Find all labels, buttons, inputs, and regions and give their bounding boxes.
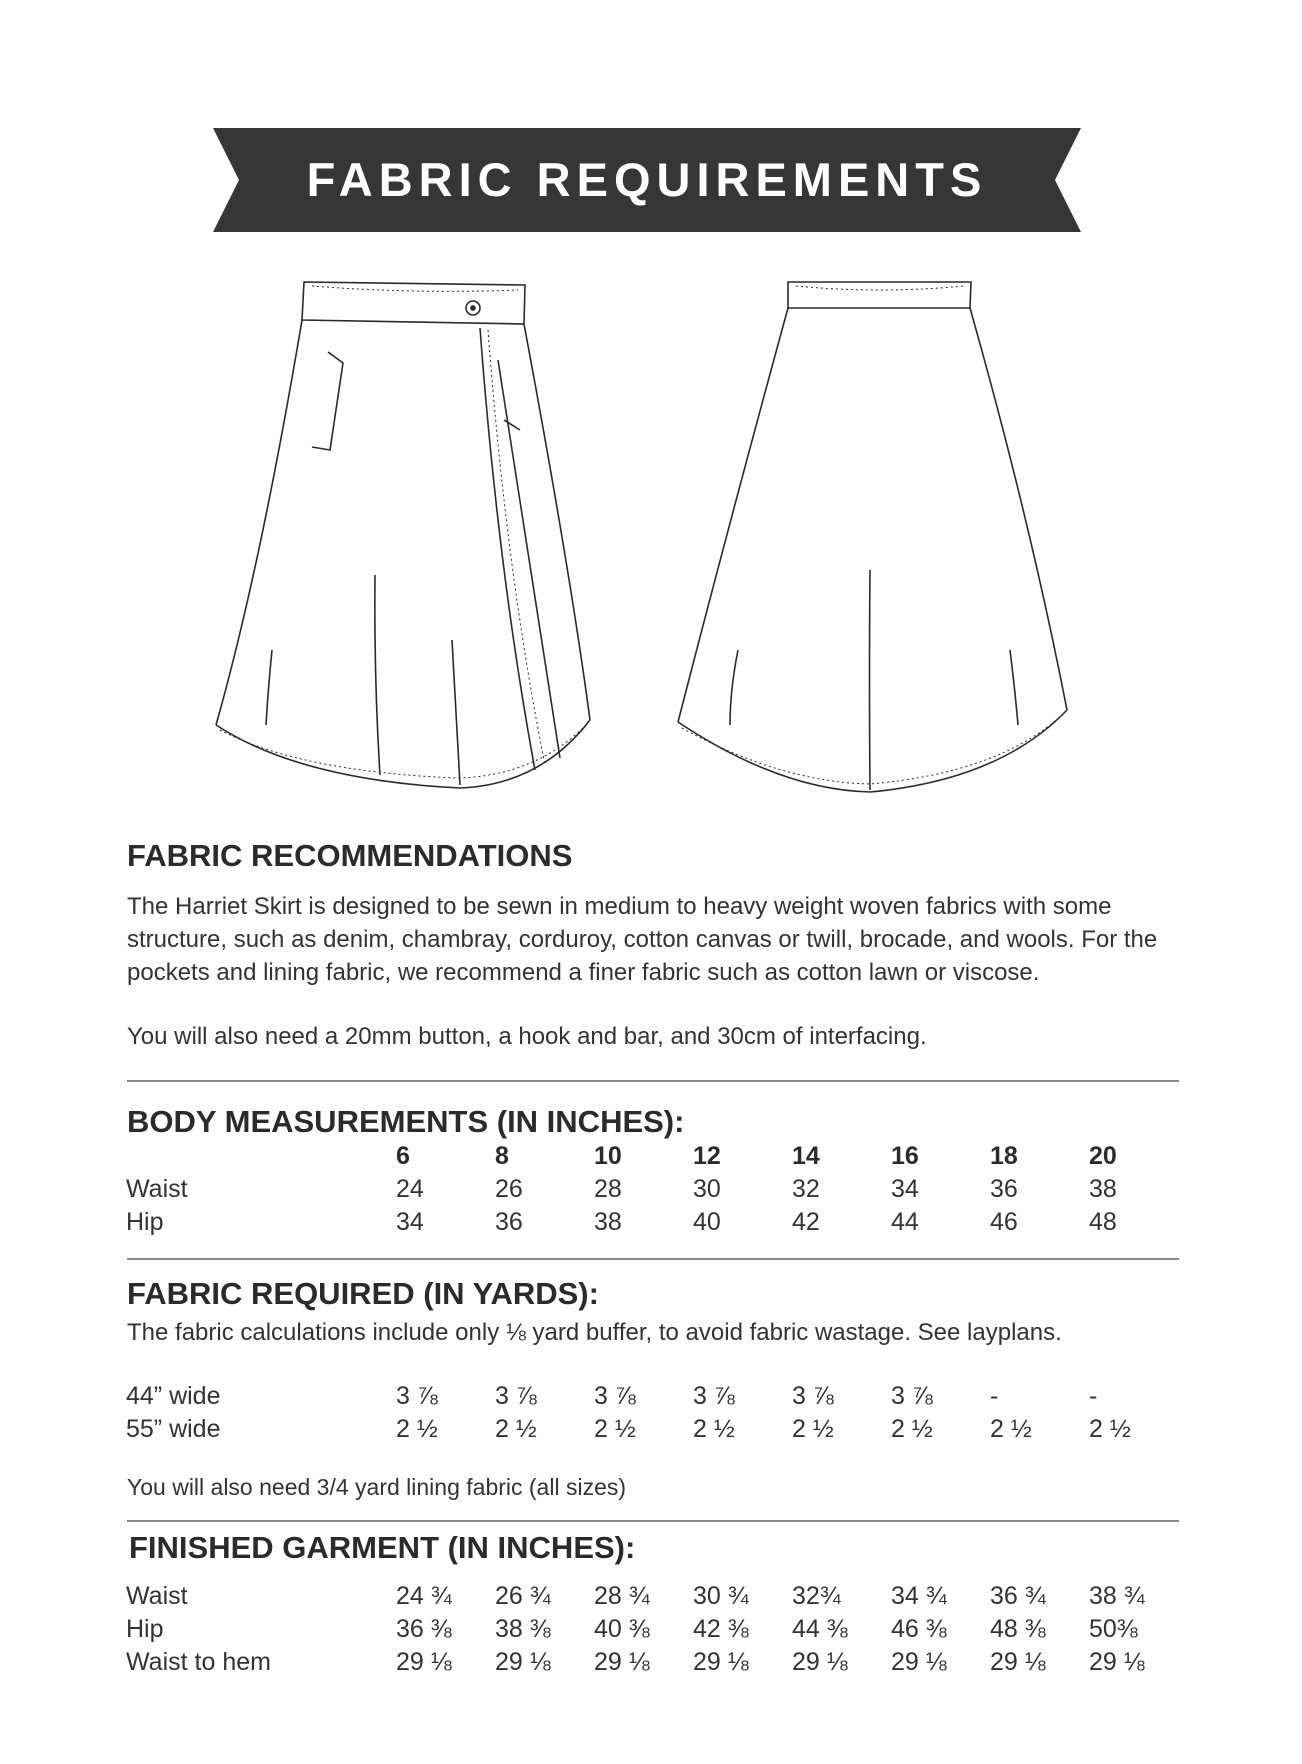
cell-value: 3 ⅞	[594, 1382, 636, 1410]
fabric-recommendations-text: The Harriet Skirt is designed to be sewn in medium to heavy weight woven fabrics with some structure, such as denim, chambray, corduroy, cotton canvas or twill, brocade, and wools. For the pockets and lining fabric, we recommend a finer fabric such as cotton lawn or viscose.	[127, 893, 1158, 986]
cell-value: -	[1089, 1382, 1098, 1410]
finished-garment-heading: FINISHED GARMENT (IN INCHES):	[129, 1530, 636, 1565]
cell-value: 3 ⅞	[495, 1382, 537, 1410]
finished-garment-table	[126, 1580, 1188, 1679]
cell-value: 48	[1089, 1208, 1117, 1236]
table-row	[126, 1206, 1188, 1239]
table-row	[126, 1580, 1188, 1613]
cell-value: 3 ⅞	[891, 1382, 933, 1410]
row-label: Waist	[126, 1582, 188, 1610]
cell-value: 29 ⅛	[990, 1648, 1046, 1676]
cell-value: 3 ⅞	[792, 1382, 834, 1410]
fabric-required-table	[126, 1380, 1188, 1446]
size-header: 14	[792, 1142, 820, 1170]
cell-value: 40	[693, 1208, 721, 1236]
row-label: Waist to hem	[126, 1648, 271, 1676]
cell-value: 36 ⅜	[396, 1615, 452, 1643]
cell-value: 38	[594, 1208, 622, 1236]
cell-value: 29 ⅛	[1089, 1648, 1145, 1676]
cell-value: 32	[792, 1175, 820, 1203]
cell-value: 26	[495, 1175, 523, 1203]
row-label: Waist	[126, 1175, 188, 1203]
fabric-required-subtext: The fabric calculations include only ⅛ yard buffer, to avoid fabric wastage. See layplans.	[127, 1319, 1062, 1346]
cell-value: 2 ½	[495, 1415, 537, 1443]
size-header: 16	[891, 1142, 919, 1170]
table-row	[126, 1646, 1188, 1679]
cell-value: 26 ¾	[495, 1582, 551, 1610]
cell-value: 29 ⅛	[396, 1648, 452, 1676]
cell-value: 36	[495, 1208, 523, 1236]
cell-value: 29 ⅛	[891, 1648, 947, 1676]
cell-value: 44	[891, 1208, 919, 1236]
cell-value: 29 ⅛	[594, 1648, 650, 1676]
body-measurements-heading: BODY MEASUREMENTS (IN INCHES):	[127, 1104, 685, 1139]
table-row	[126, 1173, 1188, 1206]
cell-value: 24 ¾	[396, 1582, 452, 1610]
skirt-back-illustration	[678, 282, 1067, 792]
cell-value: 36 ¾	[990, 1582, 1046, 1610]
cell-value: 2 ½	[693, 1415, 735, 1443]
cell-value: 29 ⅛	[792, 1648, 848, 1676]
cell-value: 38	[1089, 1175, 1117, 1203]
fabric-recommendations-heading: FABRIC RECOMMENDATIONS	[127, 838, 573, 873]
fabric-required-heading: FABRIC REQUIRED (IN YARDS):	[127, 1276, 599, 1311]
size-header: 6	[396, 1142, 410, 1170]
cell-value: 30	[693, 1175, 721, 1203]
divider	[127, 1258, 1179, 1260]
row-label: 55” wide	[126, 1415, 221, 1443]
cell-value: 42 ⅜	[693, 1615, 749, 1643]
page-title: FABRIC REQUIREMENTS	[306, 153, 988, 206]
cell-value: 2 ½	[396, 1415, 438, 1443]
cell-value: 34 ¾	[891, 1582, 947, 1610]
cell-value: 46 ⅜	[891, 1615, 947, 1643]
cell-value: 42	[792, 1208, 820, 1236]
cell-value: 34	[891, 1175, 919, 1203]
cell-value: 24	[396, 1175, 424, 1203]
size-header-row	[126, 1140, 1188, 1173]
skirt-front-illustration	[216, 282, 590, 788]
row-label: Hip	[126, 1208, 164, 1236]
cell-value: 34	[396, 1208, 424, 1236]
cell-value: 44 ⅜	[792, 1615, 848, 1643]
cell-value: 50⅜	[1089, 1615, 1138, 1643]
table-row	[126, 1413, 1188, 1446]
cell-value: 2 ½	[990, 1415, 1032, 1443]
cell-value: -	[990, 1382, 999, 1410]
cell-value: 2 ½	[891, 1415, 933, 1443]
cell-value: 48 ⅜	[990, 1615, 1046, 1643]
title-banner	[213, 128, 1081, 232]
cell-value: 46	[990, 1208, 1018, 1236]
cell-value: 29 ⅛	[495, 1648, 551, 1676]
size-header: 12	[693, 1142, 721, 1170]
cell-value: 3 ⅞	[396, 1382, 438, 1410]
row-label: 44” wide	[126, 1382, 221, 1410]
table-row	[126, 1613, 1188, 1646]
lining-note: You will also need 3/4 yard lining fabric (all sizes)	[127, 1474, 627, 1500]
cell-value: 28 ¾	[594, 1582, 650, 1610]
cell-value: 28	[594, 1175, 622, 1203]
cell-value: 38 ¾	[1089, 1582, 1145, 1610]
cell-value: 30 ¾	[693, 1582, 749, 1610]
cell-value: 29 ⅛	[693, 1648, 749, 1676]
notions-note: You will also need a 20mm button, a hook and bar, and 30cm of interfacing.	[127, 1023, 927, 1050]
size-header: 8	[495, 1142, 509, 1170]
table-row	[126, 1380, 1188, 1413]
body-measurements-table	[126, 1140, 1188, 1239]
cell-value: 2 ½	[594, 1415, 636, 1443]
cell-value: 2 ½	[1089, 1415, 1131, 1443]
size-header: 18	[990, 1142, 1018, 1170]
skirt-illustrations	[200, 270, 1100, 810]
cell-value: 3 ⅞	[693, 1382, 735, 1410]
cell-value: 32¾	[792, 1582, 841, 1610]
cell-value: 2 ½	[792, 1415, 834, 1443]
cell-value: 40 ⅜	[594, 1615, 650, 1643]
cell-value: 36	[990, 1175, 1018, 1203]
size-header: 10	[594, 1142, 622, 1170]
size-header-empty	[126, 1140, 396, 1173]
divider	[127, 1520, 1179, 1522]
row-label: Hip	[126, 1615, 164, 1643]
divider	[127, 1080, 1179, 1082]
size-header: 20	[1089, 1142, 1117, 1170]
cell-value: 38 ⅜	[495, 1615, 551, 1643]
